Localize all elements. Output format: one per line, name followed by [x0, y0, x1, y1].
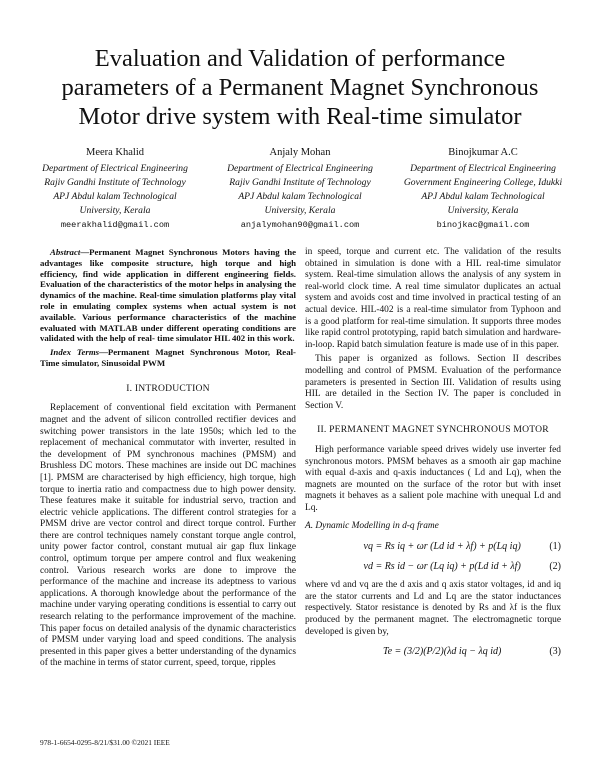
equation-number: (2)	[549, 560, 561, 572]
author-dept: Department of Electrical Engineering	[42, 163, 188, 174]
author-inst: Rajiv Gandhi Institute of Technology	[44, 177, 186, 188]
equation-2	[305, 561, 561, 573]
section-heading-pmsm: II. PERMANENT MAGNET SYNCHRONOUS MOTOR	[317, 424, 549, 436]
organization-paragraph: This paper is organized as follows. Section II describes modelling and control of PMSM. Evaluation of the performance parameters is presented in Section III. Validation of results using HIL are detailed in the Section IV. The paper is concluded in Section V.	[305, 354, 561, 411]
index-terms: Index Terms—Permanent Magnet Synchronous Motor, Real-Time simulator, Sinusoidal PWM	[40, 347, 296, 368]
equation-body: Te = (3/2)(P/2)(λd iq − λq id)	[382, 646, 502, 658]
equation-number: (1)	[549, 541, 561, 553]
author-place: University, Kerala	[447, 205, 519, 216]
author-place: University, Kerala	[79, 205, 151, 216]
author-dept: Department of Electrical Engineering	[227, 163, 373, 174]
intro-paragraph: Replacement of conventional field excitation with Permanent magnet and the advent of silicon controlled rectifier devices and switching power transistors in the late 1950s; which led to the replacement of mechanical commutator with inverter, resulted in the development of PM synchronous machines (PMSM) and Brushless DC motors. These machines are inside out DC machines [1]. PMSM are characterised by high efficiency, high torque, high torque to inertia ratio and compactness due to high power density. These features make it suitable for industrial servo, traction and electric vehicle applications. The different control strategies for a PMSM drive are vector control and direct torque control. Further there are control techniques namely constant torque angle control, unity power factor control, constant mutual air gap flux linkage control, optimum torque per ampere control and flux weakening control. Various research works are done to improve the performance of the machine and increase its adeptness to various applications. A thorough knowledge about the performance of the machine under varying operating conditions is essential to carry out research relating to the performance improvement of the machine. This paper focus on detailed analysis of the dynamic characteristics of PMSM under varying load and speed conditions. The analysis presented in this paper gives a better understanding of the dynamics of the machine in terms of stator current, speed, torque, ripples	[40, 403, 296, 669]
author-block-1	[30, 146, 200, 232]
author-inst: Rajiv Gandhi Institute of Technology	[229, 177, 371, 188]
author-block-3	[398, 146, 568, 232]
author-inst2: APJ Abdul kalam Technological	[421, 191, 545, 202]
symbol-description: where vd and vq are the d axis and q axis stator voltages, id and iq are the stator currents and Ld and Lq are the stator inductances respectively. Stator resistance is denoted by Rs and λf is the flux produced by the permanent magnet. The electromagnetic torque developed is given by,	[305, 580, 561, 637]
right-column	[305, 247, 561, 666]
equation-1	[305, 541, 561, 553]
author-name: Meera Khalid	[85, 147, 145, 158]
author-email[interactable]: anjalymohan90@gmail.com	[240, 220, 360, 230]
intro-continuation: in speed, torque and current etc. The validation of the results obtained in simulation is done with a HIL real-time simulator system. Real-time simulation allows the analysis of any system in real-world clock time. A real time simulator duplicates an actual system and avoids cost and time involved in practical testing of an actual device. HIL-402 is a real-time simulator from Typhoon and is a good platform for real-time simulation. It supports three modes like rapid control prototyping, rapid batch simulation and hardware-in-loop. Rapid batch simulation feature is made use of in this paper.	[305, 247, 561, 350]
equation-number: (3)	[549, 646, 561, 658]
author-place: University, Kerala	[264, 205, 336, 216]
author-email[interactable]: binojkac@gmail.com	[436, 220, 530, 230]
copyright-footer: 978-1-6654-0295-8/21/$31.00 ©2021 IEEE	[40, 738, 170, 747]
section-heading-introduction: I. INTRODUCTION	[126, 382, 210, 394]
author-block-2	[215, 146, 385, 232]
author-dept: Department of Electrical Engineering	[410, 163, 556, 174]
pmsm-paragraph: High performance variable speed drives widely use inverter fed synchronous motors. PMSM behaves as a smooth air gap machine with equal d-axis and q-axis inductances ( Ld and Lq), when the magnets are mounted on the surface of the rotor but with inset magnets it behaves as a salient pole machine with unequal Ld and Lq.	[305, 444, 561, 513]
subsection-heading: A. Dynamic Modelling in d-q frame	[305, 521, 439, 532]
author-name: Binojkumar A.C	[448, 147, 518, 158]
author-inst2: APJ Abdul kalam Technological	[53, 191, 177, 202]
author-inst: Government Engineering College, Idukki	[403, 177, 563, 188]
abstract: Abstract—Permanent Magnet Synchronous Motors having the advantages like composite structure, high torque and high efficiency, find wide application in different engineering fields. Evaluation of the characteristics of the motor helps in analysing the dynamics of the machine. Real-time simulation platforms play vital role in emulating complex systems when actual system is not available. Various performance characteristics of the machine evaluated with MATLAB under different operating conditions are validated with the help of real- time simulator HIL 402 in this work.	[40, 247, 296, 344]
equation-3	[305, 646, 561, 658]
left-column	[40, 247, 296, 673]
equation-body: vq = Rs iq + ωr (Ld id + λf) + p(Lq iq)	[363, 541, 521, 553]
author-inst2: APJ Abdul kalam Technological	[238, 191, 362, 202]
author-email[interactable]: meerakhalid@gmail.com	[60, 220, 170, 230]
paper-title: Evaluation and Validation of performance parameters of a Permanent Magnet Synchronous Motor drive system with Real-time simulator	[61, 45, 539, 130]
author-name: Anjaly Mohan	[269, 147, 331, 158]
equation-body: vd = Rs id − ωr (Lq iq) + p(Ld id + λf)	[363, 560, 521, 572]
